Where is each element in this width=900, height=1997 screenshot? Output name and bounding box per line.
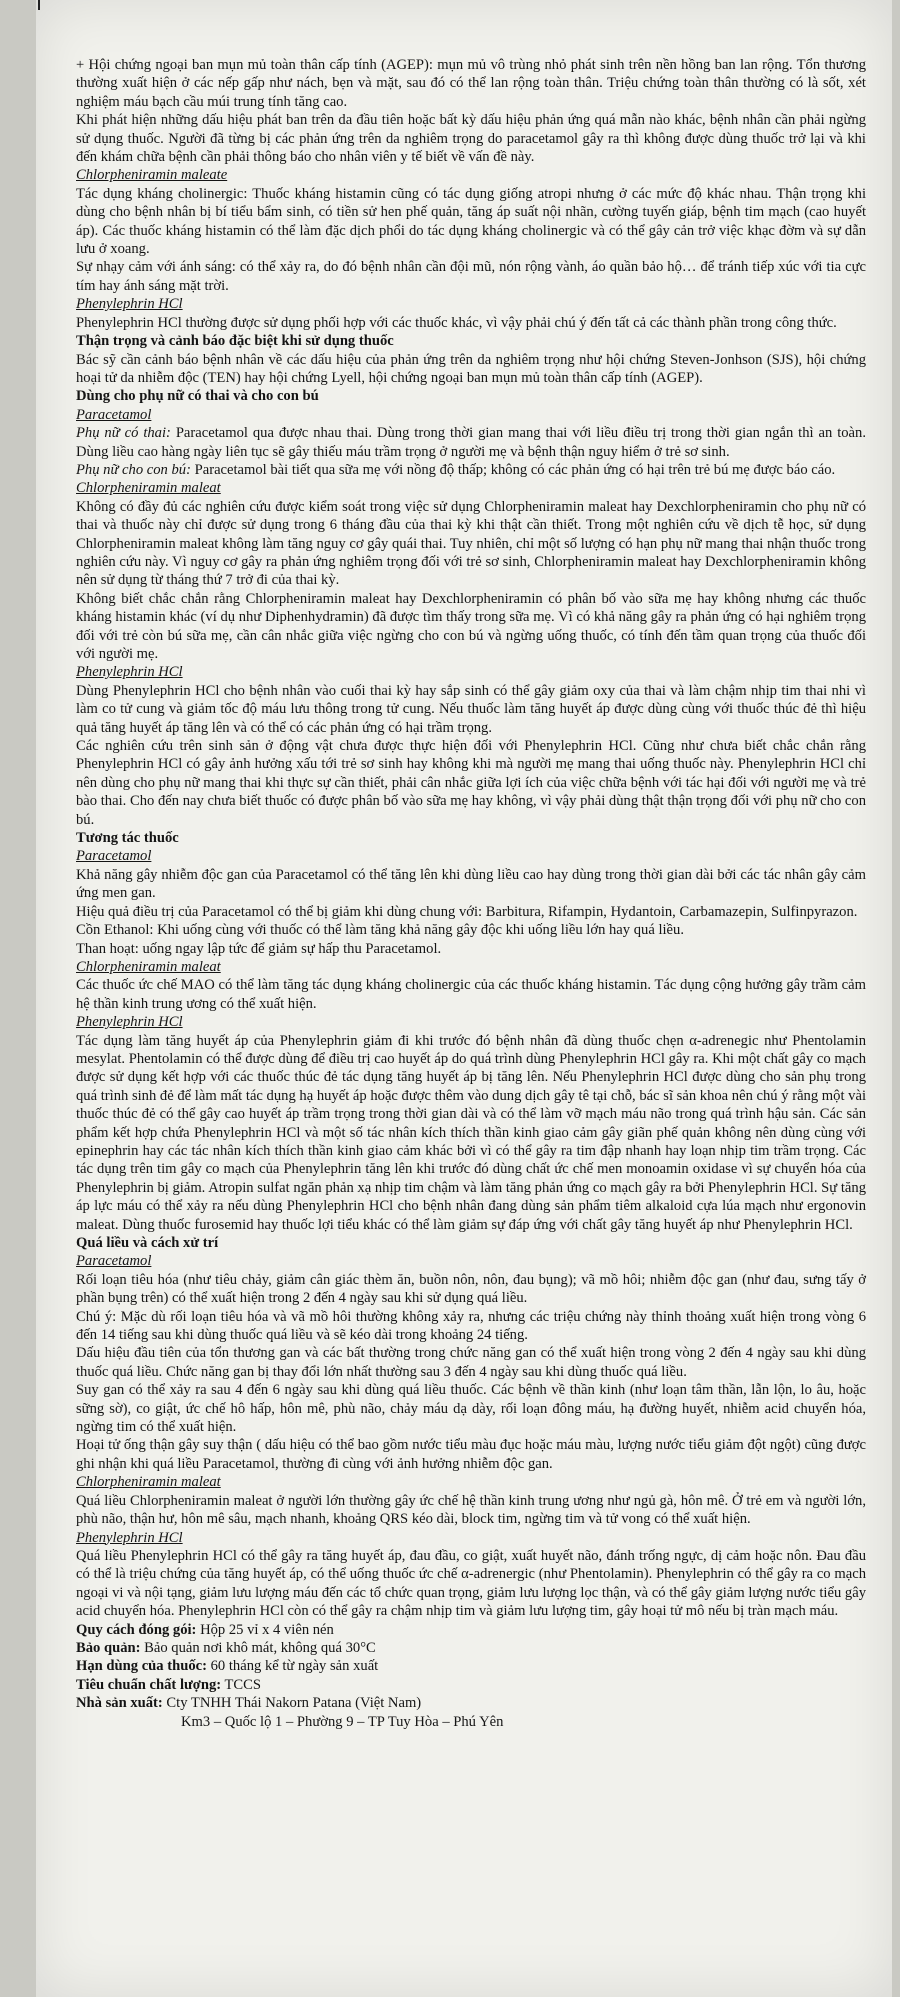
body-paragraph: Hiệu quả điều trị của Paracetamol có thể bị giảm khi dùng chung với: Barbitura, Rifampin, Hydantoin, Carbamazepin, Sulfinpyrazon. bbox=[76, 903, 858, 920]
paragraph-text: TCCS bbox=[221, 1676, 261, 1693]
page-edge-mark bbox=[38, 0, 40, 10]
info-label: Nhà sản xuất: bbox=[76, 1695, 163, 1712]
drug-subheading: Chlorpheniramin maleat bbox=[76, 480, 221, 497]
body-paragraph: Các nghiên cứu trên sinh sản ở động vật chưa được thực hiện đối với Phenylephrin HCl. Cũng như chưa biết chắc chắn rằng Phenylephrin HCl có gây ảnh hưởng xấu tới trẻ sơ sinh hay không khi mà người mẹ mang thai uống thuốc này. Phenylephrin HCl chỉ nên dùng cho phụ nữ mang thai khi thực sự cần thiết, phải cân nhắc giữa lợi ích của việc chữa bệnh với tác hại đối với người mẹ và trẻ bào thai. Cho đến nay chưa biết thuốc có được phân bố vào sữa mẹ hay không, vì vậy phải dùng thật thận trọng đối với phụ nữ cho con bú. bbox=[76, 738, 866, 828]
body-paragraph: Hoại tử ống thận gây suy thận ( dấu hiệu có thể bao gồm nước tiểu màu đục hoặc máu màu, lượng nước tiểu giảm đột ngột) cũng được ghi nhận khi quá liều Paracetamol, thường đi cùng với ảnh hưởng nhiễm độc gan. bbox=[76, 1437, 866, 1472]
body-paragraph: Rối loạn tiêu hóa (như tiêu chảy, giảm cân giác thèm ăn, buồn nôn, nôn, đau bụng); vã mồ hôi; nhiễm độc gan (như đau, sưng tấy ở phần bụng trên) có thể xuất hiện trong 2 đến 4 ngày sau khi sử dụng quá liều. bbox=[76, 1271, 866, 1307]
paragraph-text: Hộp 25 vỉ x 4 viên nén bbox=[196, 1621, 334, 1638]
drug-subheading: Phenylephrin HCl bbox=[76, 296, 183, 313]
body-paragraph: + Hội chứng ngoại ban mụn mủ toàn thân cấp tính (AGEP): mụn mủ vô trùng nhỏ phát sinh trên nền hồng ban lan rộng. Tổn thương thường xuất hiện ở các nếp gấp như nách, bẹn và mặt, sau đó có thể lan rộng toàn thân. Triệu chứng toàn thân thường có là sốt, xét nghiệm máu bạch cầu múi trung tính tăng cao. bbox=[76, 57, 866, 110]
body-paragraph: Suy gan có thể xảy ra sau 4 đến 6 ngày sau khi dùng quá liều thuốc. Các bệnh về thần kinh (như loạn tâm thần, lẫn lộn, lo âu, hoặc sững sờ), co giật, ức chế hô hấp, hôn mê, phù não, chảy máu dạ dày, rối loạn đông máu, hạ đường huyết, nhiễm acid chuyển hóa, ngừng tim có thể xuất hiện. bbox=[76, 1382, 866, 1436]
body-paragraph: Khi phát hiện những dấu hiệu phát ban trên da đầu tiên hoặc bất kỳ dấu hiệu phản ứng quá mẫn nào khác, bệnh nhân cần phải ngừng sử dụng thuốc. Người đã từng bị các phản ứng trên da nghiêm trọng do paracetamol gây ra thì không được dùng thuốc trở lại và khi đến khám chữa bệnh cần phải thông báo cho nhân viên y tế biết về vấn đề này. bbox=[76, 112, 866, 166]
paragraph-text: Bảo quản nơi khô mát, không quá 30°C bbox=[140, 1639, 376, 1656]
body-paragraph: Tác dụng làm tăng huyết áp của Phenylephrin giảm đi khi trước đó bệnh nhân đã dùng thuốc chẹn α-adrenegic như Phentolamin mesylat. Phentolamin có thể được dùng để điều trị cao huyết áp do quá trình dùng Phenylephrin HCl gây ra. Khi một chất gây co mạch được sử dụng kết hợp với các thuốc thúc đẻ tác dụng tăng huyết áp bị tăng lên. Nếu Phenylephrin HCl được dùng cho sản phụ trong quá trình sinh đẻ để làm mất tác dụng hạ huyết áp hoặc được thêm vào dung dịch gây tê tại chỗ, bác sĩ sản khoa nên chú ý rằng một vài thuốc thúc đẻ có thể gây cao huyết áp trầm trọng trong thời gian dài và có thể làm vỡ mạch máu não trong quá trình hậu sản. Các sản phẩm kết hợp chứa Phenylephrin HCl và một số tác nhân kích thích thần kinh giao cảm gây giãn phế quản không nên dùng cùng với epinephrin hay các tác nhân kích thích thần kinh giao cảm khác bởi vì có thể gây ra tim đập nhanh hay loạn nhịp tim trầm trọng. Các tác dụng trên tim gây co mạch của Phenylephrin tăng lên khi trước đó dùng chất ức chế men monoamin oxidase vì sự chuyển hóa của Phenylephrin bị giảm. Atropin sulfat ngăn phản xạ nhịp tim chậm và làm tăng phản ứng co mạch gây ra bởi Phenylephrin HCl. Sự tăng áp lực máu có thể xảy ra nếu dùng Phenylephrin HCl cho bệnh nhân đang dùng sản phẩm tiêm alkaloid cựa lúa mạch như ergonovin maleat. Dùng thuốc furosemid hay thuốc lợi tiểu khác có thể làm giảm sự đáp ứng với chất gây tăng huyết áp như Phenylephrin HCl. bbox=[76, 1032, 866, 1233]
info-label: Quy cách đóng gói: bbox=[76, 1621, 197, 1638]
paragraph-lead: Phụ nữ cho con bú: bbox=[76, 461, 191, 478]
drug-subheading: Phenylephrin HCl bbox=[76, 664, 183, 681]
drug-subheading: Paracetamol bbox=[76, 1253, 152, 1270]
drug-subheading: Phenylephrin HCl bbox=[76, 1014, 183, 1031]
body-paragraph: Phenylephrin HCl thường được sử dụng phối hợp với các thuốc khác, vì vậy phải chú ý đến tất cả các thành phần trong công thức. bbox=[76, 314, 837, 331]
info-label: Bảo quản: bbox=[76, 1639, 141, 1656]
section-heading: Thận trọng và cảnh báo đặc biệt khi sử dụng thuốc bbox=[76, 333, 394, 350]
body-paragraph: Quá liều Chlorpheniramin maleat ở người lớn thường gây ức chế hệ thần kinh trung ương như ngủ gà, hôn mê. Ở trẻ em và người lớn, phù não, thận hư, hôn mê sâu, mạch nhanh, khoảng QRS kéo dài, block tim, ngừng tim và tử vong có thể xuất hiện. bbox=[76, 1492, 866, 1528]
paragraph-text: 60 tháng kể từ ngày sản xuất bbox=[206, 1658, 379, 1675]
body-paragraph: Bác sỹ cần cảnh báo bệnh nhân về các dấu hiệu của phản ứng trên da nghiêm trọng như hội chứng Steven-Jonhson (SJS), hội chứng hoại tử da nhiễm độc (TEN) hay hội chứng Lyell, hội chứng ngoại ban mụn mủ toàn thân cấp tính (AGEP). bbox=[76, 351, 866, 386]
drug-subheading: Chlorpheniramin maleat bbox=[76, 1474, 221, 1491]
manufacturer-address: Km3 – Quốc lộ 1 – Phường 9 – TP Tuy Hòa – Phú Yên bbox=[181, 1713, 504, 1730]
section-heading: Quá liều và cách xử trí bbox=[76, 1235, 219, 1251]
drug-subheading: Paracetamol bbox=[76, 848, 152, 865]
body-paragraph bbox=[76, 461, 866, 479]
body-paragraph: Khả năng gây nhiễm độc gan của Paracetamol có thể tăng lên khi dùng liều cao hay dùng trong thời gian dài bởi các tác nhân gây cảm ứng men gan. bbox=[76, 866, 866, 902]
info-line bbox=[76, 1694, 866, 1712]
body-paragraph: Sự nhạy cảm với ánh sáng: có thể xảy ra, do đó bệnh nhân cần đội mũ, nón rộng vành, áo quần bảo hộ… để tránh tiếp xúc với tia cực tím hay ánh sáng mặt trời. bbox=[76, 259, 866, 294]
body-paragraph: Dấu hiệu đầu tiên của tổn thương gan và các bất thường trong chức năng gan có thể xuất hiện trong vòng 2 đến 4 ngày sau khi dùng thuốc quá liều. Chức năng gan bị thay đổi lớn nhất thường sau 3 đến 4 ngày sau khi dùng thuốc quá liều. bbox=[76, 1345, 866, 1380]
paragraph-text: Cty TNHH Thái Nakorn Patana (Việt Nam) bbox=[162, 1695, 422, 1712]
leaflet-text bbox=[76, 56, 866, 1731]
section-heading: Tương tác thuốc bbox=[76, 830, 179, 847]
paragraph-lead: Phụ nữ có thai: bbox=[76, 425, 171, 442]
info-line bbox=[76, 1639, 866, 1657]
body-paragraph: Tác dụng kháng cholinergic: Thuốc kháng histamin cũng có tác dụng giống atropi nhưng ở các mức độ khác nhau. Thận trọng khi dùng cho bệnh nhân bị bí tiểu bẩm sinh, có tiền sử hen phế quản, tăng áp suất nội nhãn, cường tuyến giáp, bệnh tim mạch (cao huyết áp). Các thuốc kháng histamin có thể làm đặc dịch phổi do tác dụng kháng cholinergic và có thể gây cản trở việc khạc đờm và sự dẫn lưu ở xoang. bbox=[76, 185, 866, 258]
drug-subheading: Chlorpheniramin maleate bbox=[76, 167, 228, 184]
body-paragraph: Quá liều Phenylephrin HCl có thể gây ra tăng huyết áp, đau đầu, co giật, xuất huyết não, đánh trống ngực, dị cảm hoặc nôn. Đau đầu có thể là triệu chứng của tăng huyết áp, có thể uống thuốc ức chế α-adrenergic (như Phentolamin). Phenylephrin có thể gây ra co mạch ngoại vi và nội tạng, giảm lưu lượng máu đến các tổ chức quan trọng, giảm lưu lượng lọc thận, và có thể gây giảm lượng nước tiểu gây acid chuyển hóa. Phenylephrin HCl còn có thể gây ra chậm nhịp tim và giảm lưu lượng tim, gây hoại tử mô nếu bị tràn mạch máu. bbox=[76, 1547, 866, 1620]
info-line bbox=[76, 1657, 866, 1675]
body-paragraph: Không biết chắc chắn rằng Chlorpheniramin maleat hay Dexchlorpheniramin có phân bố vào sữa mẹ hay không nhưng các thuốc kháng histamin khác (ví dụ như Diphenhydramin) đã được tìm thấy trong sữa mẹ. Vì có khả năng gây ra phản ứng có hại nghiêm trọng đối với trẻ còn bú sữa mẹ, cần cân nhắc giữa việc ngừng cho con bú và ngừng uống thuốc, có tính đến tầm quan trọng của thuốc đối với người mẹ. bbox=[76, 590, 866, 662]
info-label: Tiêu chuẩn chất lượng: bbox=[76, 1676, 222, 1693]
info-label: Hạn dùng của thuốc: bbox=[76, 1658, 207, 1675]
body-paragraph: Không có đầy đủ các nghiên cứu được kiểm soát trong việc sử dụng Chlorpheniramin maleat hay Dexchlorpheniramin cho phụ nữ có thai và thuốc này chỉ được sử dụng trong 6 tháng đầu của thai kỳ khi thật cần thiết. Trong một nghiên cứu về dịch tễ học, sử dụng Chlorpheniramin maleat không làm tăng nguy cơ gây quái thai. Tuy nhiên, chỉ một số lượng có hạn phụ nữ mang thai nhận thuốc trong nghiên cứu này. Vì nguy cơ gây ra phản ứng nghiêm trọng đối với trẻ sơ sinh, Chlorpheniramin maleat hay Dexchlorpheniramin không nên sử dụng từ tháng thứ 7 trở đi của thai kỳ. bbox=[76, 498, 866, 589]
drug-subheading: Chlorpheniramin maleat bbox=[76, 958, 221, 975]
leaflet-page bbox=[36, 0, 892, 1997]
info-line bbox=[76, 1676, 866, 1694]
body-paragraph: Cồn Ethanol: Khi uống cùng với thuốc có thể làm tăng khả năng gây độc khi uống liều lớn hay quá liều. bbox=[76, 922, 684, 939]
body-paragraph: Than hoạt: uống ngay lập tức để giảm sự hấp thu Paracetamol. bbox=[76, 940, 442, 957]
section-heading: Dùng cho phụ nữ có thai và cho con bú bbox=[76, 388, 319, 405]
drug-subheading: Phenylephrin HCl bbox=[76, 1529, 183, 1546]
info-line bbox=[76, 1621, 866, 1639]
paragraph-text: Paracetamol qua được nhau thai. Dùng trong thời gian mang thai với liều điều trị trong thời gian ngắn thì an toàn. Dùng liều cao hàng ngày liên tục sẽ gây thiếu máu trầm trọng ở người mẹ và bệnh thận nguy hiểm ở trẻ sơ sinh. bbox=[76, 425, 866, 460]
paragraph-text: Paracetamol bài tiết qua sữa mẹ với nồng độ thấp; không có các phản ứng có hại trên trẻ bú mẹ được báo cáo. bbox=[190, 461, 836, 478]
body-paragraph: Các thuốc ức chế MAO có thể làm tăng tác dụng kháng cholinergic của các thuốc kháng histamin. Tác dụng cộng hưởng gây trầm cảm hệ thần kinh trung ương có thể xuất hiện. bbox=[76, 977, 866, 1012]
body-paragraph: Dùng Phenylephrin HCl cho bệnh nhân vào cuối thai kỳ hay sắp sinh có thể gây giảm oxy của thai và làm chậm nhịp tim thai nhi vì làm co tử cung và giảm tốc độ máu lưu thông trong tử cung. Nếu thuốc làm tăng huyết áp được dùng cùng với thuốc thúc đẻ thì hiệu quả tăng huyết áp tăng lên và có thể có các phản ứng có hại trầm trọng. bbox=[76, 682, 866, 736]
drug-subheading: Paracetamol bbox=[76, 406, 152, 423]
body-paragraph bbox=[76, 424, 866, 461]
body-paragraph: Chú ý: Mặc dù rối loạn tiêu hóa và vã mồ hôi thường không xảy ra, nhưng các triệu chứng này thỉnh thoảng xuất hiện trong vòng 6 đến 14 tiếng sau khi dùng thuốc quá liều và sẽ kéo dài trong khoảng 24 tiếng. bbox=[76, 1308, 866, 1344]
